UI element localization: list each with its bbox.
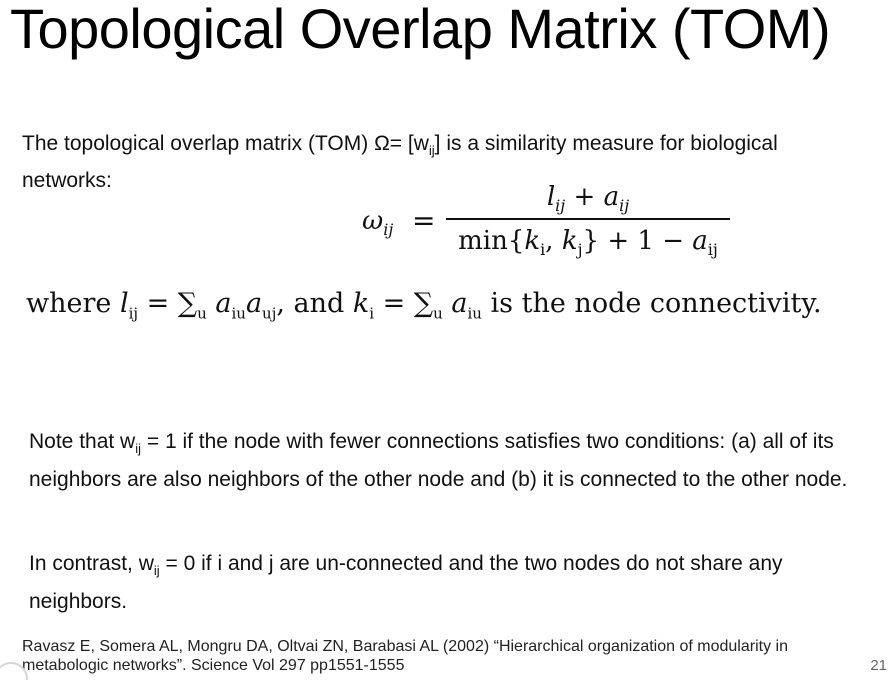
contrast-after: = 0 if i and j are un-connected and the two nodes do not share any neighbors. — [29, 552, 783, 614]
where-sum1-sub: u — [197, 304, 207, 323]
slide-title: Topological Overlap Matrix (TOM) — [10, 0, 831, 60]
where-a-iu-2-sub: iu — [467, 304, 482, 323]
den-k1: k — [524, 226, 541, 256]
den-a-sub: ij — [707, 240, 718, 260]
num-l-sub: ij — [555, 196, 566, 216]
formula-numerator — [446, 180, 730, 214]
formula-fraction — [446, 180, 730, 260]
citation: Ravasz E, Somera AL, Mongru DA, Oltvai ZN, Barabasi AL (2002) “Hierarchical organization of modularity in metabologic networks”. Science Vol 297 pp1551-1555 — [22, 638, 788, 674]
where-connectivity: is the node connectivity. — [481, 288, 822, 319]
note-before: Note that w — [29, 430, 136, 453]
note-paragraph — [29, 426, 869, 495]
den-rest: } + 1 − — [582, 226, 693, 256]
page-number: 21 — [870, 657, 887, 674]
where-a-iu: a — [206, 288, 232, 319]
where-word: where — [26, 288, 120, 319]
contrast-subscript: ij — [153, 563, 160, 579]
intro-text-before: The topological overlap matrix (TOM) Ω= [w — [22, 132, 429, 155]
tom-formula — [362, 180, 782, 270]
intro-text-after: ] is a similarity measure for biological networks: — [22, 132, 778, 193]
where-and: , and — [276, 288, 353, 319]
fraction-bar — [446, 218, 730, 220]
intro-subscript: ij — [428, 143, 435, 159]
where-l-sub: ij — [128, 304, 139, 323]
omega-symbol: ω — [362, 206, 384, 236]
omega-subscript: ij — [383, 220, 394, 240]
where-k-sub: i — [369, 304, 375, 323]
where-sum1: = ∑ — [138, 288, 198, 319]
den-k2: k — [561, 226, 578, 256]
den-k2-sub: j — [577, 240, 583, 260]
where-k: k — [352, 288, 370, 319]
den-comma: , — [545, 226, 562, 256]
den-min: min{ — [458, 226, 525, 256]
den-k1-sub: i — [540, 240, 546, 260]
where-sum2: = ∑ — [374, 288, 434, 319]
where-a-uj: a — [245, 288, 263, 319]
num-plus: + — [565, 182, 604, 212]
contrast-before: In contrast, w — [29, 552, 154, 575]
where-definition — [26, 288, 822, 322]
formula-equals: = — [412, 204, 436, 237]
num-l: l — [546, 182, 556, 212]
where-a-iu-sub: iu — [231, 304, 246, 323]
where-l: l — [119, 288, 129, 319]
contrast-paragraph — [29, 548, 869, 617]
note-subscript: ij — [135, 441, 142, 457]
note-after: = 1 if the node with fewer connections satisfies two conditions: (a) all of its neighbors are also neighbors of the other node and (b) it is connected to the other node. — [29, 430, 848, 492]
where-a-uj-sub: uj — [262, 304, 277, 323]
where-sum2-sub: u — [433, 304, 443, 323]
num-a-sub: ij — [619, 196, 630, 216]
formula-lhs — [362, 206, 393, 239]
den-a: a — [692, 226, 708, 256]
formula-denominator — [446, 222, 730, 260]
where-a-iu-2: a — [442, 288, 468, 319]
num-a: a — [603, 182, 620, 212]
